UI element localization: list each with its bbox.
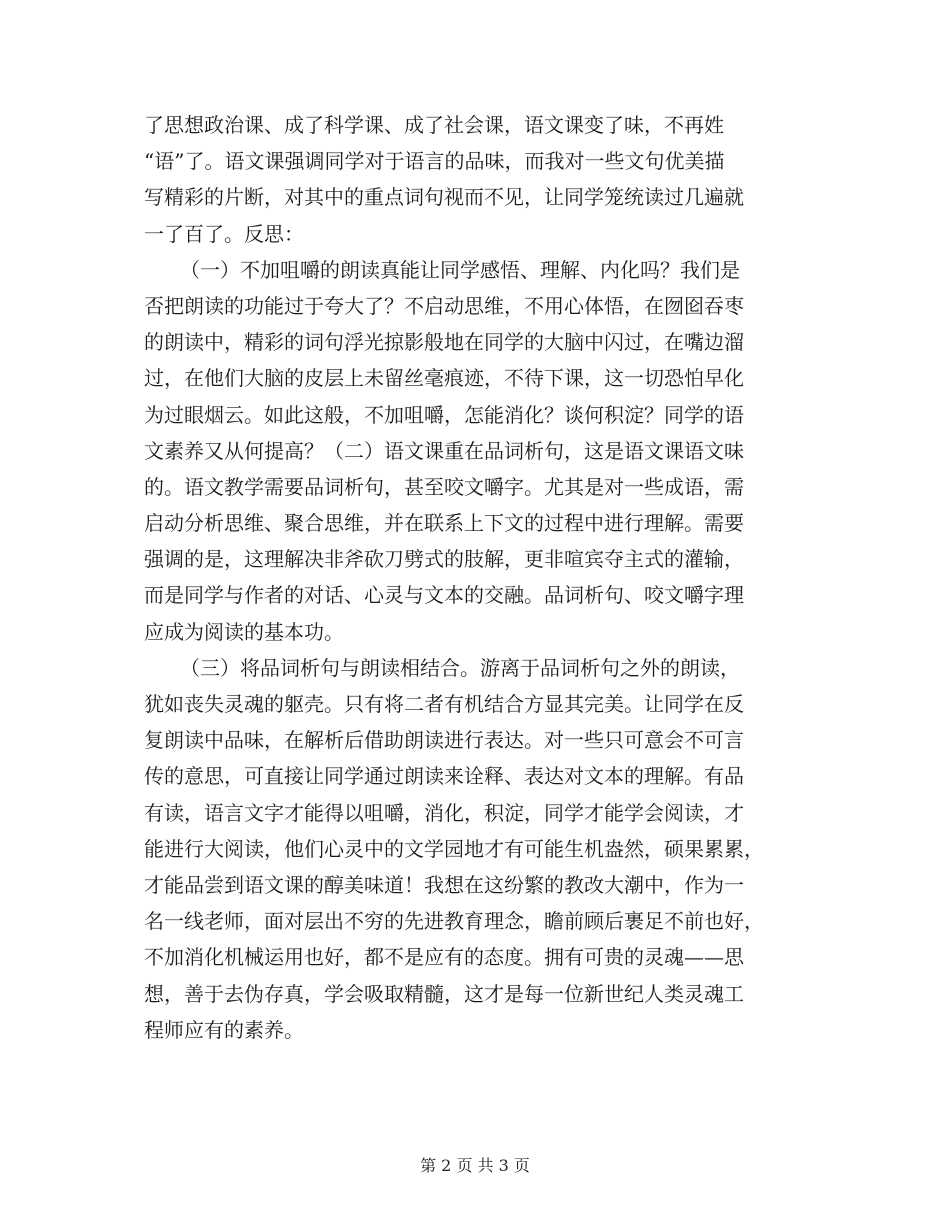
text-line: 启动分析思维、聚合思维，并在联系上下文的过程中进行理解。需要	[144, 511, 744, 536]
document-body	[144, 107, 800, 1048]
text-line: 写精彩的片断，对其中的重点词句视而不见，让同学笼统读过几遍就	[144, 185, 744, 210]
text-line: 程师应有的素养。	[144, 1017, 304, 1042]
text-line: 为过眼烟云。如此这般，不加咀嚼，怎能消化？谈何积淀？同学的语	[144, 402, 744, 427]
text-line: 文素养又从何提高？（二）语文课重在品词析句，这是语文课语文味	[144, 438, 744, 463]
text-line: 的。语文教学需要品词析句，甚至咬文嚼字。尤其是对一些成语，需	[144, 474, 744, 499]
text-line: 的朗读中，精彩的词句浮光掠影般地在同学的大脑中闪过，在嘴边溜	[144, 330, 744, 355]
text-line: 了思想政治课、成了科学课、成了社会课，语文课变了味，不再姓	[144, 113, 724, 137]
text-line: 强调的是，这理解决非斧砍刀劈式的肢解，更非喧宾夺主式的灌输，	[144, 547, 744, 572]
text-line: 想，善于去伪存真，学会吸取精髓，这才是每一位新世纪人类灵魂工	[144, 981, 744, 1006]
text-line: 否把朗读的功能过于夸大了？不启动思维，不用心体悟，在囫囵吞枣	[144, 293, 744, 318]
text-line: 不加消化机械运用也好，都不是应有的态度。拥有可贵的灵魂——思	[144, 945, 744, 970]
text-line: “语”了。语文课强调同学对于语言的品味，而我对一些文句优美描	[144, 149, 725, 174]
text-line: 一了百了。反思：	[144, 221, 304, 246]
text-line-indented: （一）不加咀嚼的朗读真能让同学感悟、理解、内化吗？我们是	[180, 257, 740, 282]
text-line: 传的意思，可直接让同学通过朗读来诠释、表达对文本的理解。有品	[144, 764, 744, 789]
text-line: 能进行大阅读，他们心灵中的文学园地才有可能生机盎然，硕果累累，	[144, 836, 764, 861]
text-line: 复朗读中品味，在解析后借助朗读进行表达。对一些只可意会不可言	[144, 728, 744, 753]
text-line: 名一线老师，面对层出不穷的先进教育理念，瞻前顾后裹足不前也好，	[144, 909, 764, 934]
page-number-footer: 第 2 页 共 3 页	[420, 1156, 530, 1175]
text-line: 犹如丧失灵魂的躯壳。只有将二者有机结合方显其完美。让同学在反	[144, 692, 744, 716]
text-line: 而是同学与作者的对话、心灵与文本的交融。品词析句、咬文嚼字理	[144, 583, 744, 608]
text-line-indented: （三）将品词析句与朗读相结合。游离于品词析句之外的朗读，	[180, 655, 740, 680]
text-line: 过，在他们大脑的皮层上未留丝毫痕迹，不待下课，这一切恐怕早化	[144, 366, 744, 391]
text-line: 才能品尝到语文课的醇美味道！我想在这纷繁的教改大潮中，作为一	[144, 872, 744, 897]
text-line: 应成为阅读的基本功。	[144, 619, 344, 644]
text-line: 有读，语言文字才能得以咀嚼，消化，积淀，同学才能学会阅读，才	[144, 800, 744, 825]
